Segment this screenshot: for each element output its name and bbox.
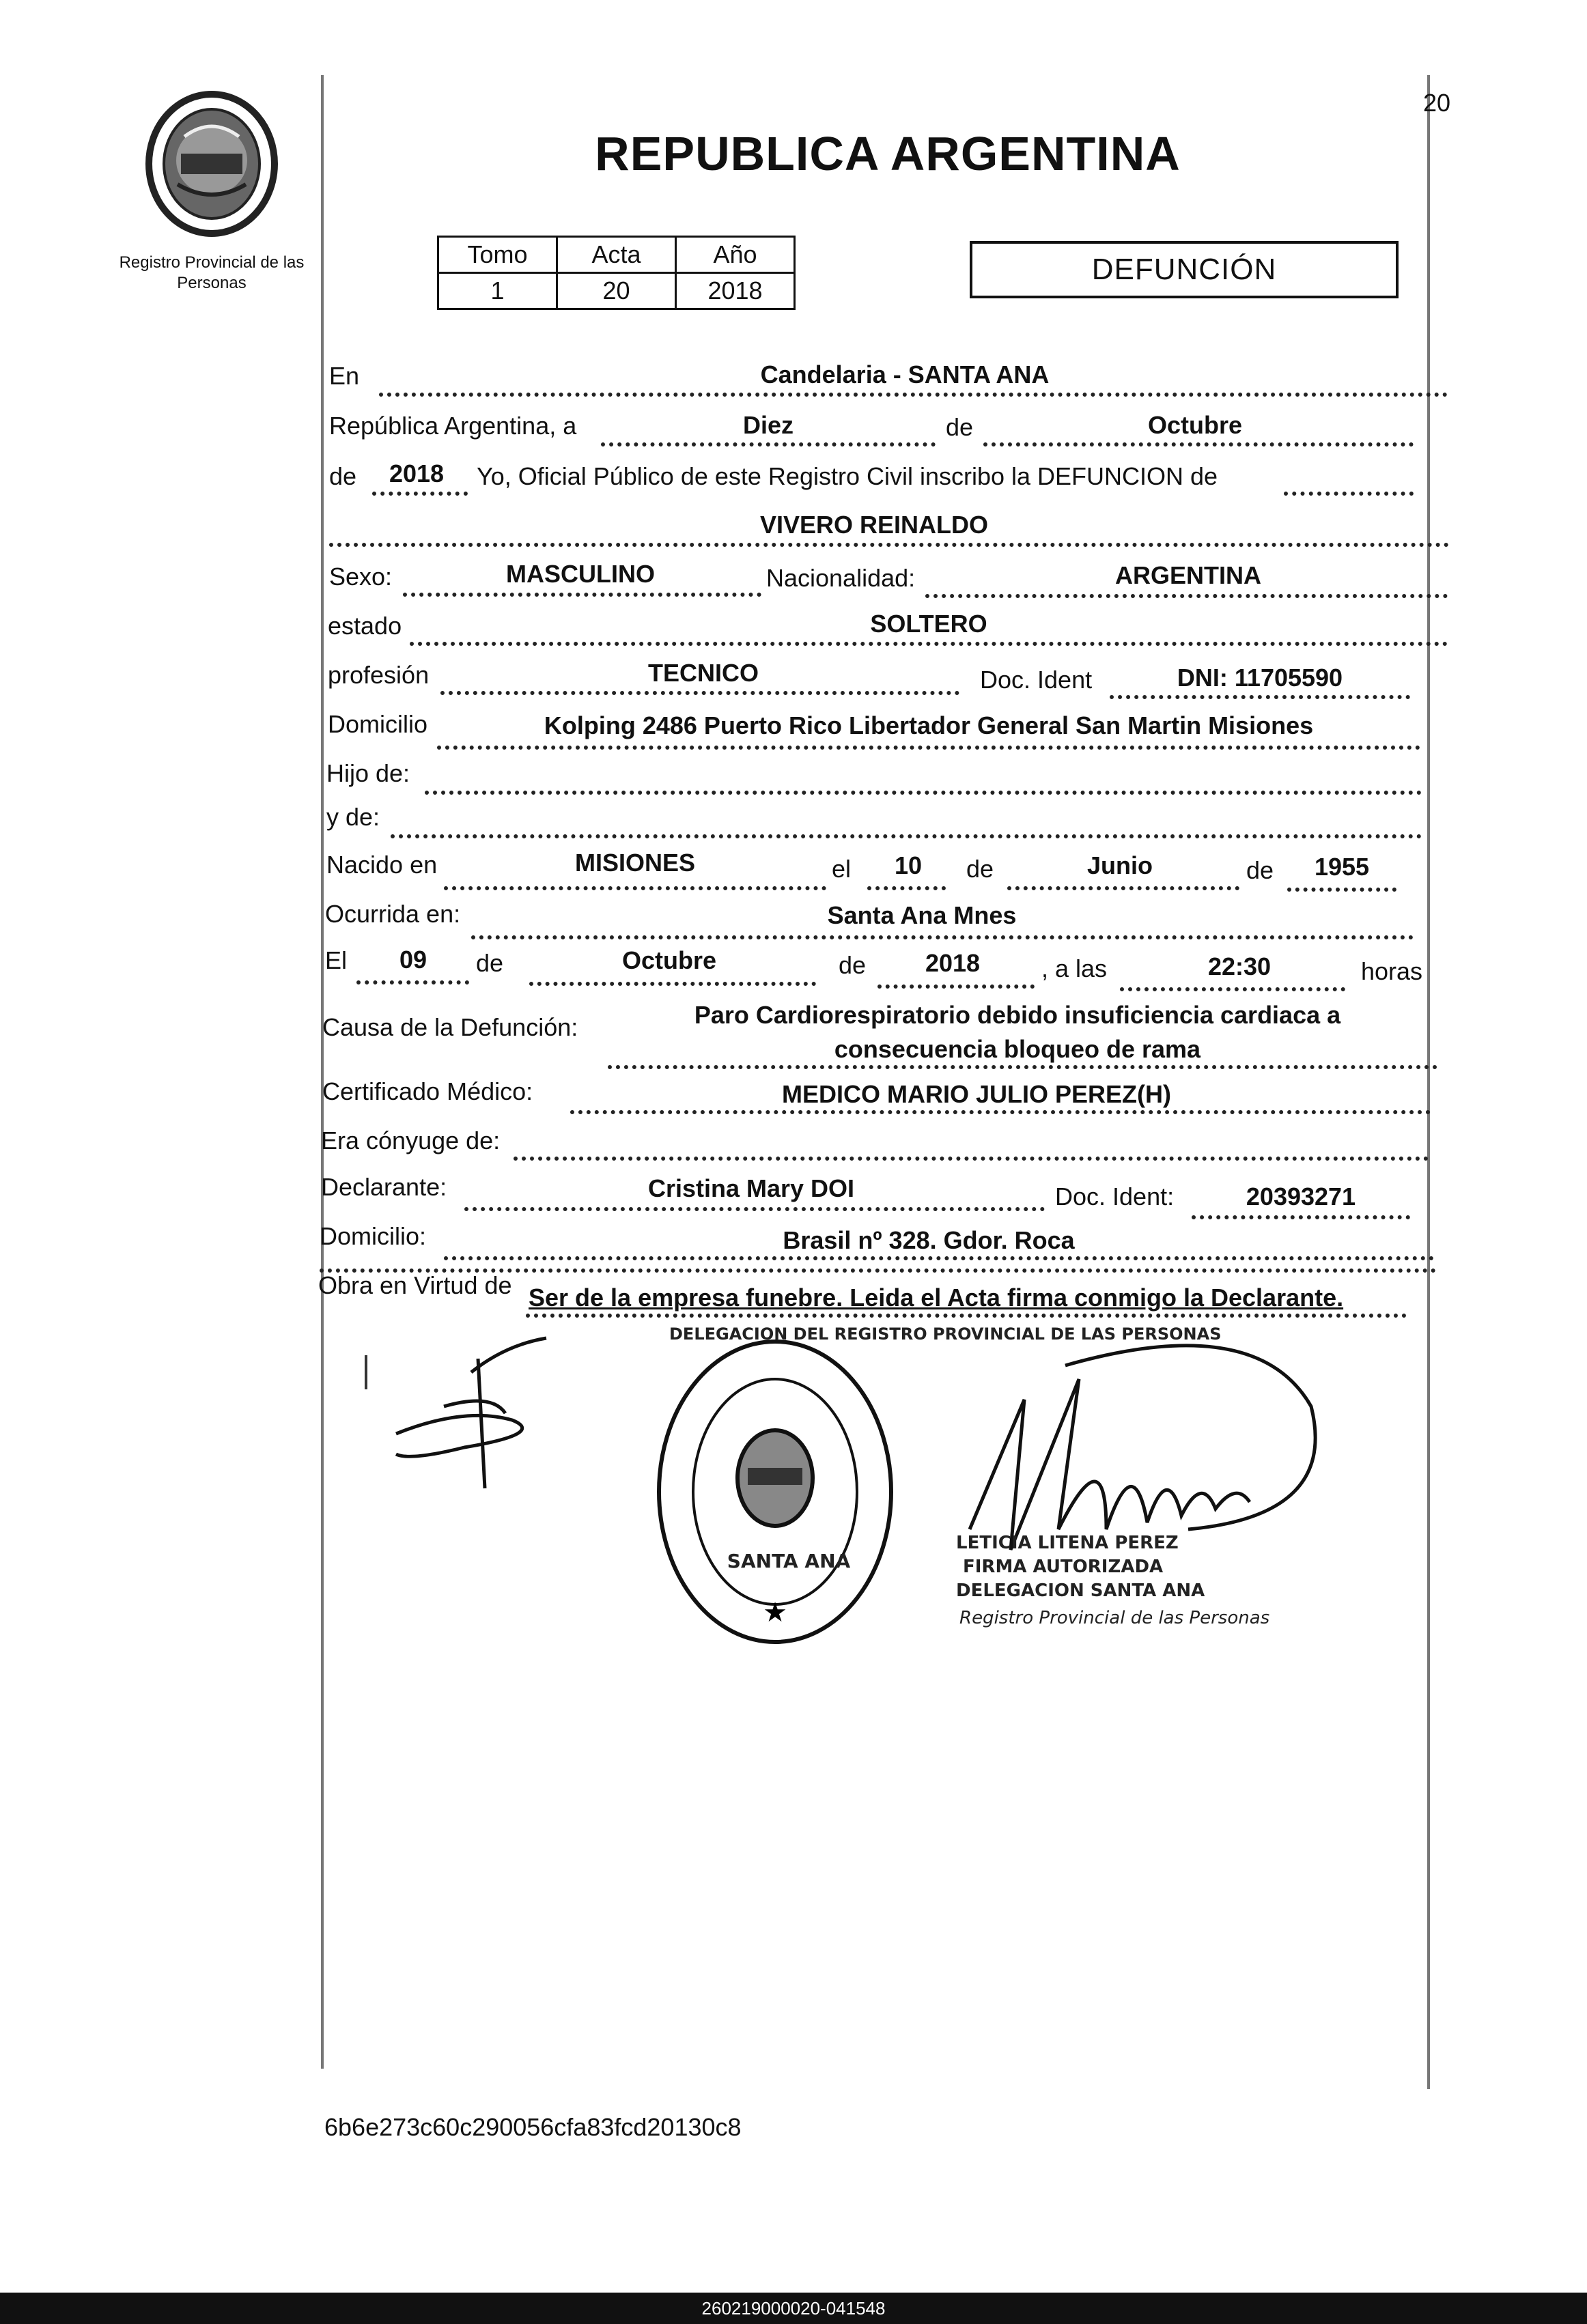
registry-header-anio: Año — [676, 237, 795, 273]
domicilio2-line — [444, 1256, 1434, 1260]
sexo-value: MASCULINO — [506, 560, 655, 588]
deceased-line — [329, 543, 1449, 547]
signature-name: LETICIA LITENA PEREZ — [956, 1533, 1179, 1553]
en-label: En — [329, 362, 360, 390]
nacido-line — [444, 886, 826, 890]
death-day: 09 — [399, 946, 427, 974]
deceased-name: VIVERO REINALDO — [759, 511, 989, 539]
horas-label: horas — [1361, 957, 1423, 985]
birth-year-line — [1287, 888, 1396, 892]
birth-year: 1955 — [1314, 853, 1370, 881]
sexo-label: Sexo: — [329, 563, 393, 591]
registry-stamp — [652, 1335, 898, 1649]
de-label-4: de — [1246, 856, 1274, 884]
death-month-line — [529, 982, 816, 986]
conyuge-label: Era cónyuge de: — [321, 1126, 501, 1154]
registro-text: Yo, Oficial Público de este Registro Civil inscribo la DEFUNCION de — [477, 462, 1218, 490]
ocurrida-value: Santa Ana Mnes — [827, 901, 1017, 929]
domicilio-value: Kolping 2486 Puerto Rico Libertador General San Martin Misiones — [544, 711, 1314, 739]
de-label-3: de — [966, 855, 994, 883]
estado-value: SOLTERO — [870, 610, 987, 638]
doc-label: Doc. Ident — [980, 666, 1093, 694]
signature-registry: Registro Provincial de las Personas — [959, 1608, 1270, 1628]
profesion-value: TECNICO — [648, 659, 759, 687]
nacido-value: MISIONES — [574, 849, 696, 877]
de-label-5: de — [476, 949, 504, 977]
month-value: Octubre — [1147, 411, 1243, 439]
month-line — [983, 442, 1414, 447]
signature-delegation: DELEGACION SANTA ANA — [956, 1581, 1205, 1601]
birth-month: Junio — [1087, 851, 1153, 879]
time-value: 22:30 — [1207, 952, 1272, 980]
stamp-inner-text: SANTA ANA — [727, 1550, 851, 1572]
hijo-label: Hijo de: — [326, 759, 410, 787]
doc-line — [1110, 695, 1410, 699]
obra-label: Obra en Virtud de — [318, 1271, 512, 1299]
document-type-box: DEFUNCIÓN — [970, 241, 1399, 298]
obra-value: Ser de la empresa funebre. Leida el Acta firma conmigo la Declarante. — [529, 1284, 1344, 1312]
domicilio-line — [437, 746, 1420, 750]
el-label: el — [832, 855, 852, 883]
birth-day-line — [867, 886, 946, 890]
ocurrida-line — [471, 935, 1414, 939]
de-label-2: de — [329, 462, 357, 490]
year-line — [372, 492, 468, 496]
domicilio2-label: Domicilio: — [320, 1222, 427, 1250]
nacionalidad-label: Nacionalidad: — [766, 564, 916, 592]
alas-label: , a las — [1041, 954, 1108, 982]
doc2-line — [1192, 1215, 1410, 1219]
registry-header-tomo: Tomo — [438, 237, 557, 273]
death-day-line — [356, 980, 469, 984]
doc2-value: 20393271 — [1246, 1182, 1356, 1210]
signature-role: FIRMA AUTORIZADA — [963, 1557, 1164, 1577]
causa-line-1: Paro Cardiorespiratorio debido insuficiencia cardiaca a — [694, 1001, 1341, 1029]
domicilio2-value: Brasil nº 328. Gdor. Roca — [783, 1226, 1075, 1254]
document-title: REPUBLICA ARGENTINA — [595, 127, 1181, 180]
registro-line — [1284, 492, 1414, 496]
agency-name: Registro Provincial de las Personas — [119, 253, 305, 292]
day-value: Diez — [742, 411, 794, 439]
time-line — [1120, 987, 1345, 991]
profesion-label: profesión — [328, 661, 430, 689]
de-label-6: de — [839, 951, 867, 979]
estado-line — [410, 642, 1448, 646]
obra-line — [526, 1314, 1407, 1318]
nacionalidad-line — [925, 594, 1448, 598]
stamp-outer-text: DELEGACION DEL REGISTRO PROVINCIAL DE LAS PERSONAS — [669, 1324, 1222, 1344]
right-margin-line — [1427, 75, 1430, 2089]
margin-mark — [365, 1355, 367, 1389]
place-value: Candelaria - SANTA ANA — [760, 360, 1050, 388]
conyuge-line — [514, 1157, 1429, 1161]
death-year-line — [877, 984, 1035, 989]
hijo-line — [425, 791, 1422, 795]
day-line — [601, 442, 936, 447]
document-hash: 6b6e273c60c290056cfa83fcd20130c8 — [324, 2113, 742, 2141]
declarante-value: Cristina Mary DOI — [647, 1174, 855, 1202]
stamp-graphic — [652, 1335, 898, 1649]
birth-month-line — [1007, 886, 1239, 890]
officer-signature — [929, 1324, 1325, 1652]
yde-label: y de: — [326, 803, 380, 831]
declarante-label: Declarante: — [321, 1173, 447, 1201]
nacido-label: Nacido en — [326, 851, 438, 879]
death-year: 2018 — [925, 949, 981, 977]
declarante-line — [464, 1207, 1045, 1211]
estado-label: estado — [328, 612, 402, 640]
registry-value-acta: 20 — [557, 273, 676, 309]
registry-value-tomo: 1 — [438, 273, 557, 309]
registry-value-anio: 2018 — [676, 273, 795, 309]
birth-day: 10 — [894, 851, 923, 879]
causa-label: Causa de la Defunción: — [322, 1013, 578, 1041]
causa-line-2: consecuencia bloqueo de rama — [834, 1035, 1201, 1063]
domicilio-label: Domicilio — [328, 710, 428, 738]
profesion-line — [440, 691, 959, 695]
declarante-signature — [382, 1331, 574, 1495]
nacionalidad-value: ARGENTINA — [1115, 561, 1261, 589]
cert-line — [570, 1110, 1431, 1114]
svg-text:★: ★ — [763, 1597, 787, 1628]
year-value: 2018 — [389, 459, 445, 487]
doc-value: DNI: 11705590 — [1177, 664, 1343, 692]
ocurrida-label: Ocurrida en: — [325, 900, 461, 928]
place-line — [379, 393, 1448, 397]
de-label-1: de — [946, 413, 974, 441]
republic-label: República Argentina, a — [329, 412, 577, 440]
registry-header-acta: Acta — [557, 237, 676, 273]
el2-label: El — [325, 946, 348, 974]
provincial-seal-logo — [143, 89, 280, 239]
left-margin-line — [321, 75, 324, 2069]
cert-label: Certificado Médico: — [322, 1077, 533, 1105]
registry-table — [437, 236, 796, 310]
sexo-line — [403, 593, 761, 597]
footer-code: 260219000020-041548 — [0, 2293, 1587, 2324]
yde-line — [391, 834, 1422, 838]
causa-line — [608, 1065, 1437, 1069]
page-number: 20 — [1422, 89, 1450, 117]
doc2-label: Doc. Ident: — [1055, 1182, 1175, 1210]
death-month: Octubre — [621, 946, 717, 974]
cert-value: MEDICO MARIO JULIO PEREZ(H) — [781, 1080, 1171, 1108]
